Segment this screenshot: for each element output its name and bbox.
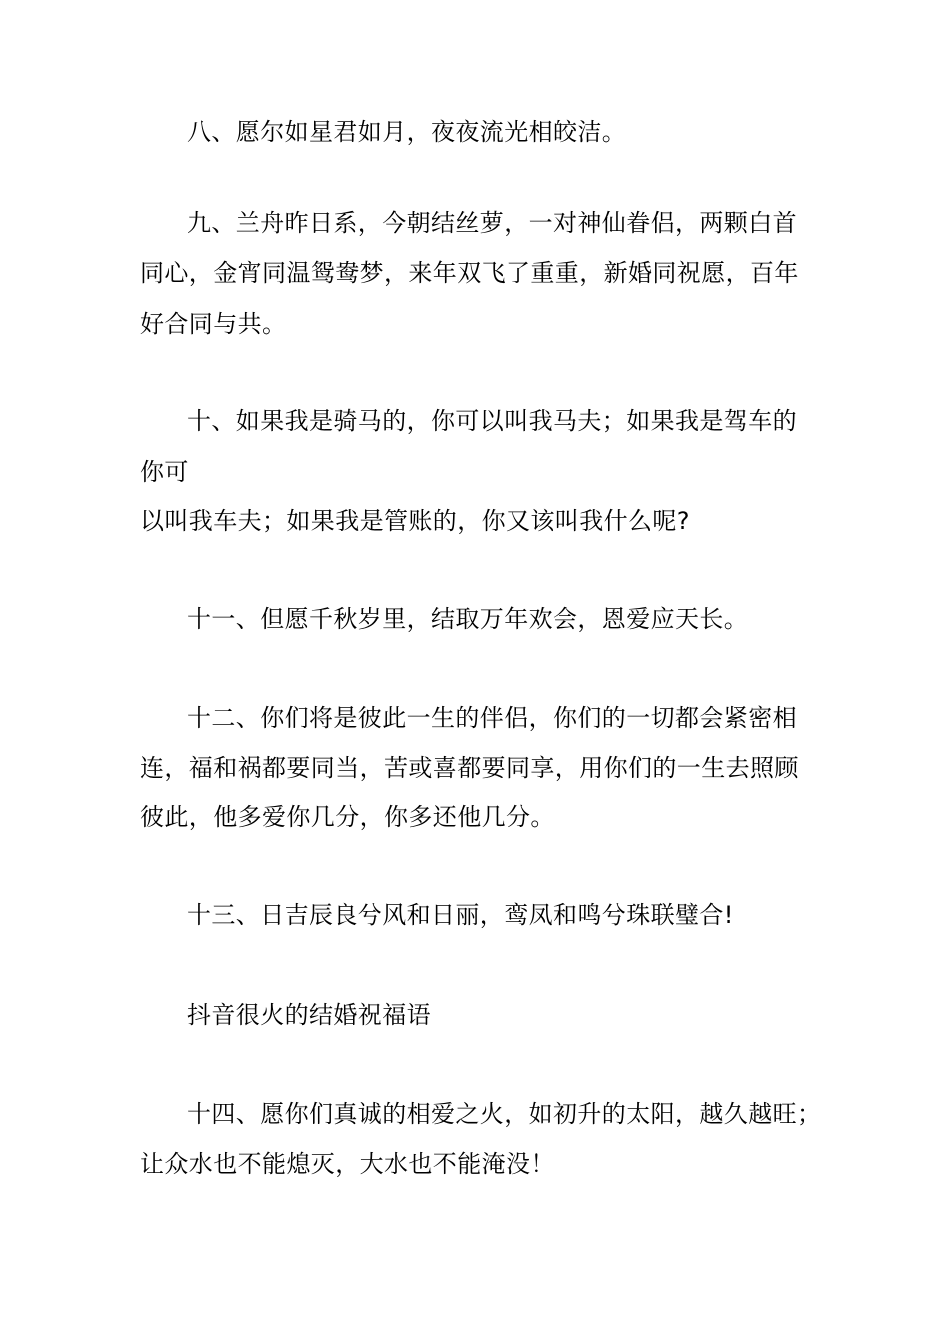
paragraph-12-line-2: 连，福和祸都要同当，苦或喜都要同享，用你们的一生去照顾 (140, 754, 799, 782)
section-heading: 抖音很火的结婚祝福语 (187, 1001, 431, 1029)
paragraph-9-line-2: 同心，金宵同温鸳鸯梦，来年双飞了重重，新婚同祝愿，百年 (140, 259, 799, 287)
paragraph-14-line-1: 十四、愿你们真诚的相爱之火，如初升的太阳，越久越旺； (187, 1100, 822, 1128)
paragraph-14-line-2: 让众水也不能熄灭，大水也不能淹没！ (140, 1150, 555, 1178)
paragraph-9-line-3: 好合同与共。 (140, 310, 287, 338)
paragraph-12-line-3: 彼此，他多爱你几分，你多还他几分。 (140, 803, 555, 831)
paragraph-10-line-3: 以叫我车夫；如果我是管账的，你又该叫我什么呢? (140, 507, 690, 535)
paragraph-13-line-1: 十三、日吉辰良兮风和日丽，鸾凤和鸣兮珠联璧合! (187, 901, 734, 929)
paragraph-9-line-1: 九、兰舟昨日系，今朝结丝萝，一对神仙眷侣，两颗白首 (187, 209, 797, 237)
paragraph-11-line-1: 十一、但愿千秋岁里，结取万年欢会，恩爱应天长。 (187, 605, 749, 633)
paragraph-8-line-1: 八、愿尔如星君如月，夜夜流光相皎洁。 (187, 118, 627, 146)
paragraph-12-line-1: 十二、你们将是彼此一生的伴侣，你们的一切都会紧密相 (187, 704, 797, 732)
paragraph-10-line-1: 十、如果我是骑马的，你可以叫我马夫；如果我是驾车的 (187, 407, 797, 435)
paragraph-10-line-2: 你可 (140, 458, 189, 486)
